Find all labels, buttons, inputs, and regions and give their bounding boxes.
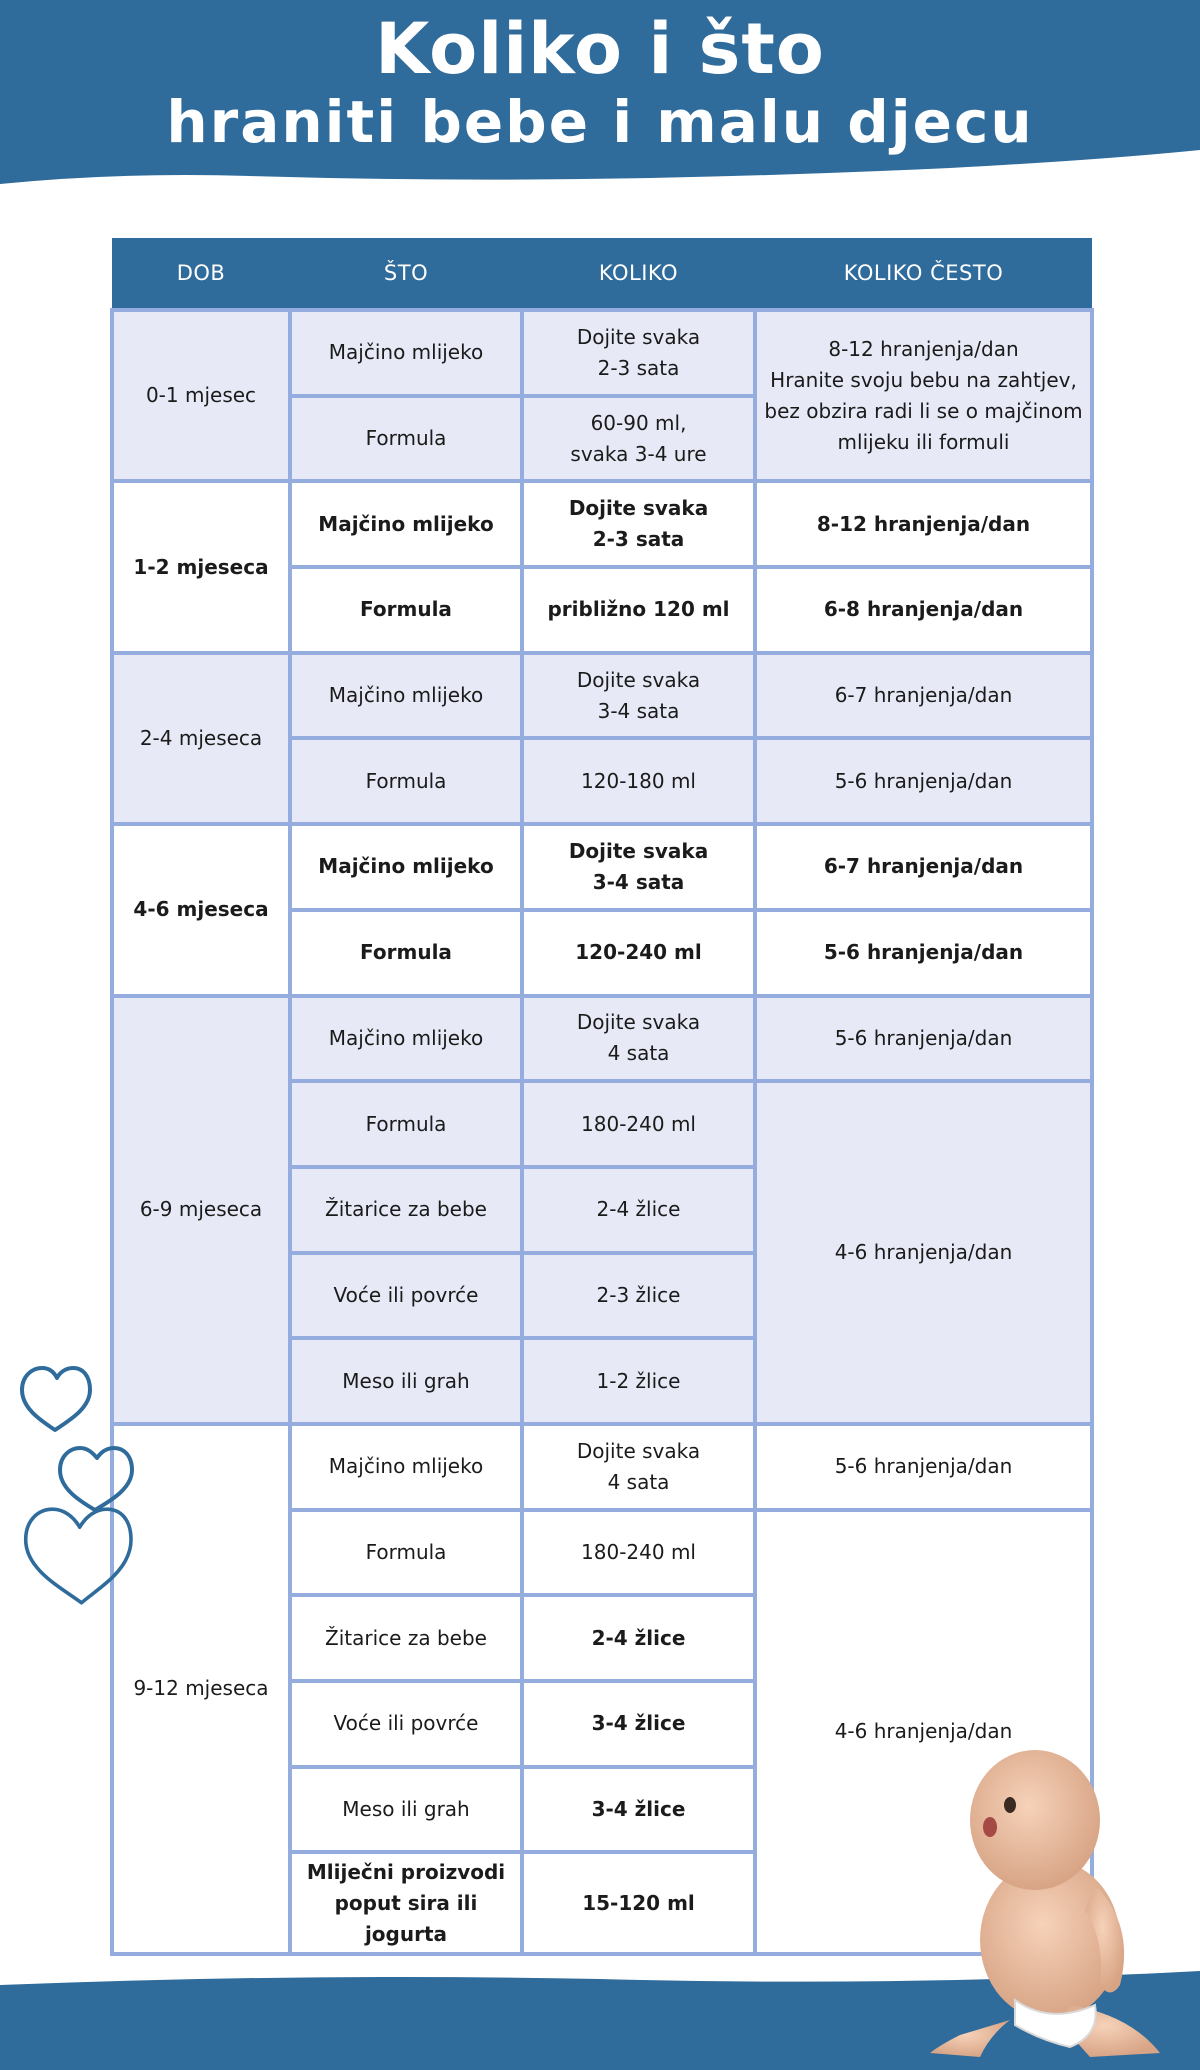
age-cell: 9-12 mjeseca (112, 1424, 290, 1954)
amount-cell (522, 481, 755, 567)
feeding-table (110, 238, 1094, 1956)
amount-line: Dojite svaka (576, 324, 701, 349)
amount-line: Dojite svaka (576, 1438, 701, 1463)
frequency-cell: 6-7 hranjenja/dan (755, 824, 1092, 910)
table-row (112, 996, 1092, 1082)
what-cell: Majčino mlijeko (290, 996, 522, 1082)
what-cell: Formula (290, 738, 522, 824)
frequency-cell: 4-6 hranjenja/dan (755, 1081, 1092, 1424)
what-cell: Voće ili povrće (290, 1253, 522, 1339)
amount-cell: 2-4 žlice (522, 1595, 755, 1681)
frequency-cell: 5-6 hranjenja/dan (755, 738, 1092, 824)
frequency-cell: 4-6 hranjenja/dan (755, 1510, 1092, 1954)
frequency-cell: 6-8 hranjenja/dan (755, 567, 1092, 653)
frequency-line: 8-12 hranjenja/dan (828, 336, 1019, 361)
what-cell: Formula (290, 1081, 522, 1167)
what-cell: Formula (290, 910, 522, 996)
what-cell (290, 1852, 522, 1954)
what-line: Mliječni proizvodi (306, 1859, 506, 1884)
column-header-what: ŠTO (290, 238, 522, 310)
amount-line: 2-3 sata (597, 355, 680, 380)
heart-outline-icon (10, 1350, 160, 1650)
amount-cell (522, 396, 755, 482)
page-title-line-1: Koliko i što (375, 8, 825, 90)
age-cell: 1-2 mjeseca (112, 481, 290, 652)
amount-line: Dojite svaka (568, 838, 709, 863)
what-cell: Meso ili grah (290, 1338, 522, 1424)
frequency-cell: 6-7 hranjenja/dan (755, 653, 1092, 739)
amount-cell: 180-240 ml (522, 1081, 755, 1167)
amount-cell: 2-3 žlice (522, 1253, 755, 1339)
page-title-line-2: hraniti bebe i malu djecu (166, 88, 1034, 156)
what-cell: Voće ili povrće (290, 1681, 522, 1767)
what-cell: Majčino mlijeko (290, 1424, 522, 1510)
table-header-row (112, 238, 1092, 310)
frequency-cell: 5-6 hranjenja/dan (755, 910, 1092, 996)
amount-cell: 1-2 žlice (522, 1338, 755, 1424)
amount-cell (522, 310, 755, 396)
what-cell: Meso ili grah (290, 1767, 522, 1853)
amount-cell: 120-240 ml (522, 910, 755, 996)
what-cell: Žitarice za bebe (290, 1595, 522, 1681)
frequency-line: mlijeku ili formuli (837, 429, 1010, 454)
frequency-line: bez obzira radi li se o majčinom (764, 398, 1083, 423)
heart-outline-icon (26, 1509, 131, 1603)
frequency-cell: 5-6 hranjenja/dan (755, 1424, 1092, 1510)
what-cell: Žitarice za bebe (290, 1167, 522, 1253)
table-row (112, 310, 1092, 396)
column-header-age: DOB (112, 238, 290, 310)
heart-outline-icon (60, 1448, 132, 1510)
amount-line: Dojite svaka (568, 496, 709, 521)
amount-line: 4 sata (607, 1041, 670, 1066)
what-line: poput sira ili jogurta (334, 1890, 478, 1946)
column-header-amount: KOLIKO (522, 238, 755, 310)
age-cell: 4-6 mjeseca (112, 824, 290, 995)
amount-line: 60-90 ml, (590, 410, 687, 435)
age-cell: 6-9 mjeseca (112, 996, 290, 1424)
what-cell: Formula (290, 1510, 522, 1596)
frequency-cell (755, 310, 1092, 481)
amount-cell: približno 120 ml (522, 567, 755, 653)
table-row (112, 824, 1092, 910)
amount-line: 2-3 sata (592, 527, 685, 552)
amount-line: Dojite svaka (576, 667, 701, 692)
amount-line: 4 sata (607, 1469, 670, 1494)
what-cell: Majčino mlijeko (290, 481, 522, 567)
column-header-frequency: KOLIKO ČESTO (755, 238, 1092, 310)
amount-line: 3-4 sata (597, 698, 680, 723)
amount-cell (522, 996, 755, 1082)
table-row (112, 481, 1092, 567)
sitting-baby-illustration (920, 1735, 1190, 2065)
table-row (112, 653, 1092, 739)
what-cell: Formula (290, 567, 522, 653)
amount-cell (522, 824, 755, 910)
what-cell: Formula (290, 396, 522, 482)
frequency-cell: 5-6 hranjenja/dan (755, 996, 1092, 1082)
table-row (112, 1424, 1092, 1510)
amount-cell: 120-180 ml (522, 738, 755, 824)
amount-line: 3-4 sata (592, 869, 685, 894)
amount-cell: 3-4 žlice (522, 1681, 755, 1767)
what-cell: Majčino mlijeko (290, 653, 522, 739)
age-cell: 2-4 mjeseca (112, 653, 290, 824)
amount-cell: 15-120 ml (522, 1852, 755, 1954)
amount-cell: 180-240 ml (522, 1510, 755, 1596)
age-cell: 0-1 mjesec (112, 310, 290, 481)
amount-cell: 3-4 žlice (522, 1767, 755, 1853)
frequency-cell: 8-12 hranjenja/dan (755, 481, 1092, 567)
amount-cell (522, 653, 755, 739)
amount-cell: 2-4 žlice (522, 1167, 755, 1253)
amount-line: Dojite svaka (576, 1010, 701, 1035)
amount-line: svaka 3-4 ure (570, 441, 707, 466)
what-cell: Majčino mlijeko (290, 824, 522, 910)
heart-outline-icon (22, 1368, 90, 1430)
amount-cell (522, 1424, 755, 1510)
frequency-line: Hranite svoju bebu na zahtjev, (770, 367, 1077, 392)
what-cell: Majčino mlijeko (290, 310, 522, 396)
